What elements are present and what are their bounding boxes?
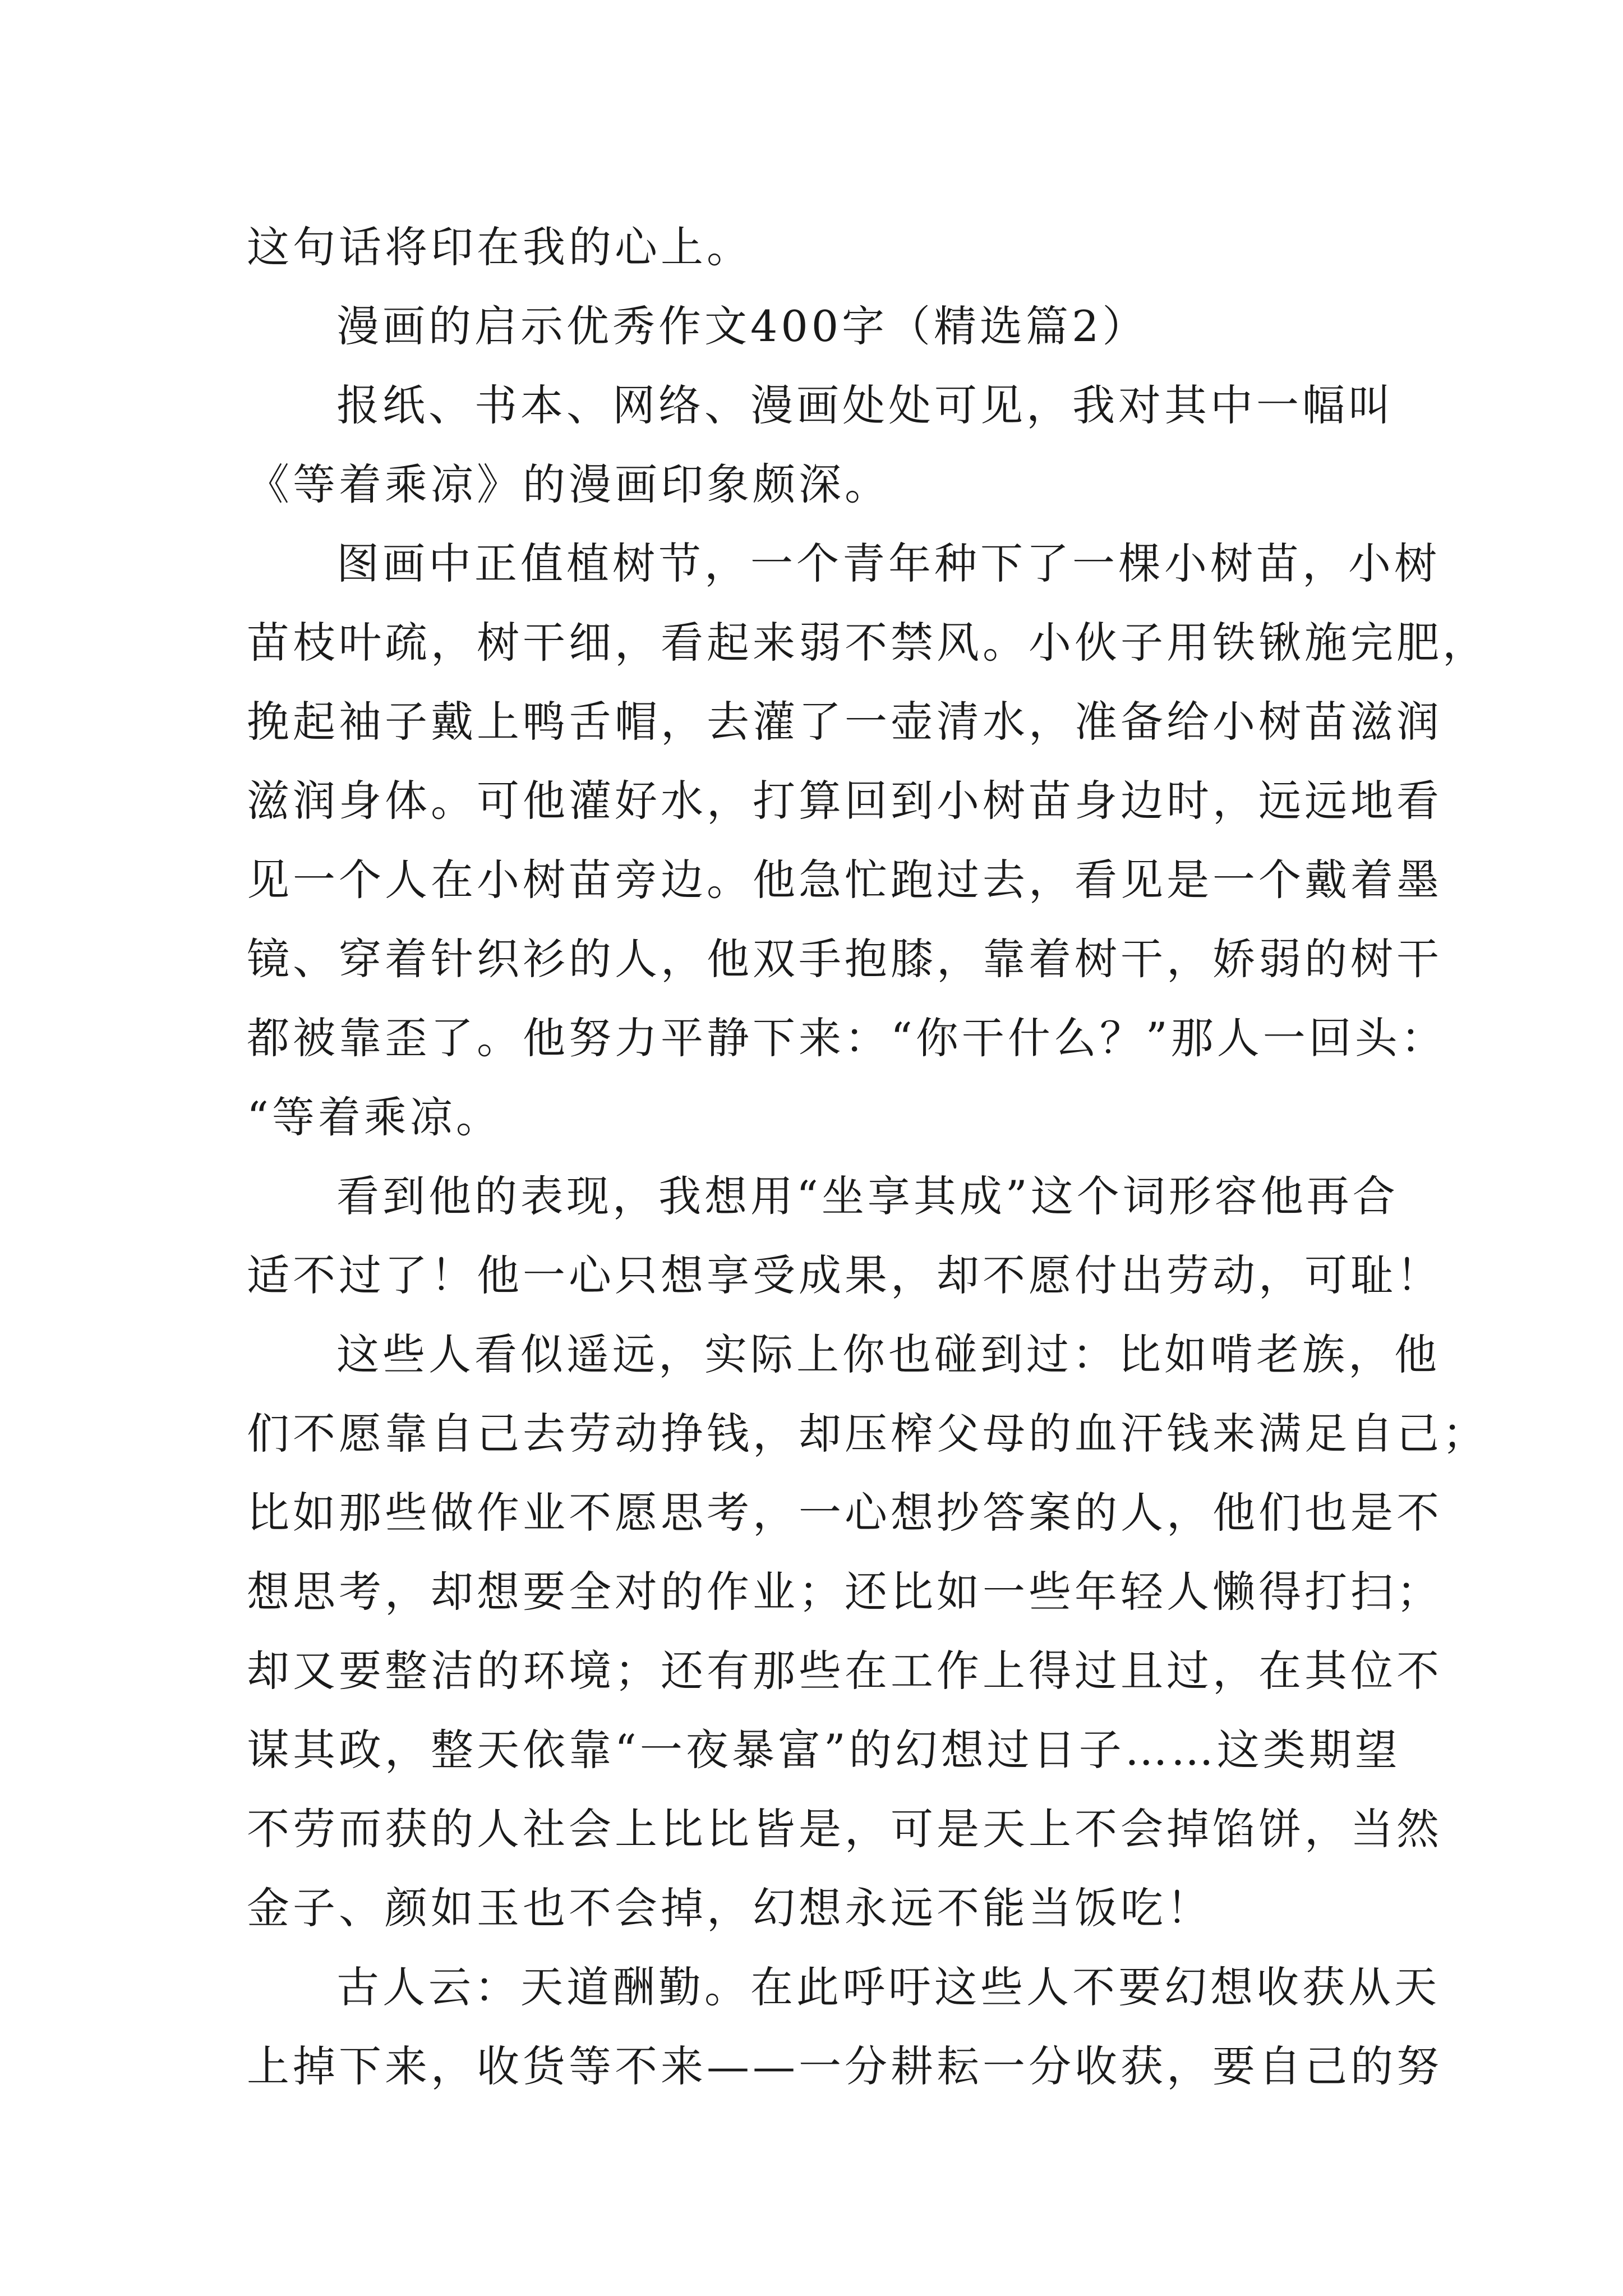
text-line: 挽起袖子戴上鸭舌帽，去灌了一壶清水，准备给小树苗滋润 bbox=[247, 697, 1442, 747]
text-line: 看到他的表现，我想用“坐享其成”这个词形容他再合 bbox=[336, 1171, 1399, 1221]
essay-body bbox=[247, 208, 1488, 2106]
text-line: 想思考，却想要全对的作业；还比如一些年轻人懒得打扫； bbox=[247, 1567, 1442, 1617]
text-line: 谋其政，整天依靠“一夜暴富”的幻想过日子……这类期望 bbox=[247, 1725, 1401, 1775]
text-line: 上掉下来，收货等不来——一分耕耘一分收获，要自己的努 bbox=[247, 2041, 1442, 2091]
text-line: 金子、颜如玉也不会掉，幻想永远不能当饭吃！ bbox=[247, 1883, 1212, 1933]
text-line: “等着乘凉。 bbox=[247, 1092, 502, 1142]
text-line: 不劳而获的人社会上比比皆是，可是天上不会掉馅饼，当然 bbox=[247, 1804, 1442, 1854]
text-line: 适不过了！他一心只想享受成果，却不愿付出劳动，可耻！ bbox=[247, 1250, 1442, 1300]
text-line: 比如那些做作业不愿思考，一心想抄答案的人，他们也是不 bbox=[247, 1488, 1442, 1538]
text-line: 见一个人在小树苗旁边。他急忙跑过去，看见是一个戴着墨 bbox=[247, 855, 1442, 905]
text-line: 却又要整洁的环境；还有那些在工作上得过且过，在其位不 bbox=[247, 1646, 1442, 1696]
text-line: 这句话将印在我的心上。 bbox=[247, 222, 753, 272]
text-line: 们不愿靠自己去劳动挣钱，却压榨父母的血汗钱来满足自己； bbox=[247, 1409, 1488, 1458]
text-line: 图画中正值植树节，一个青年种下了一棵小树苗，小树 bbox=[336, 539, 1440, 588]
text-line: 这些人看似遥远，实际上你也碰到过：比如啃老族，他 bbox=[336, 1329, 1440, 1379]
text-line: 苗枝叶疏，树干细，看起来弱不禁风。小伙子用铁锹施完肥， bbox=[247, 618, 1488, 668]
text-line: 滋润身体。可他灌好水，打算回到小树苗身边时，远远地看 bbox=[247, 776, 1442, 826]
text-line: 漫画的启示优秀作文400字（精选篇2） bbox=[336, 301, 1149, 351]
text-line: 《等着乘凉》的漫画印象颇深。 bbox=[247, 459, 891, 509]
text-line: 镜、穿着针织衫的人，他双手抱膝，靠着树干，娇弱的树干 bbox=[247, 934, 1442, 984]
text-line: 报纸、书本、网络、漫画处处可见，我对其中一幅叫 bbox=[336, 380, 1394, 430]
text-line: 古人云：天道酬勤。在此呼吁这些人不要幻想收获从天 bbox=[336, 1962, 1440, 2012]
text-line: 都被靠歪了。他努力平静下来：“你干什么？”那人一回头： bbox=[247, 1013, 1447, 1063]
